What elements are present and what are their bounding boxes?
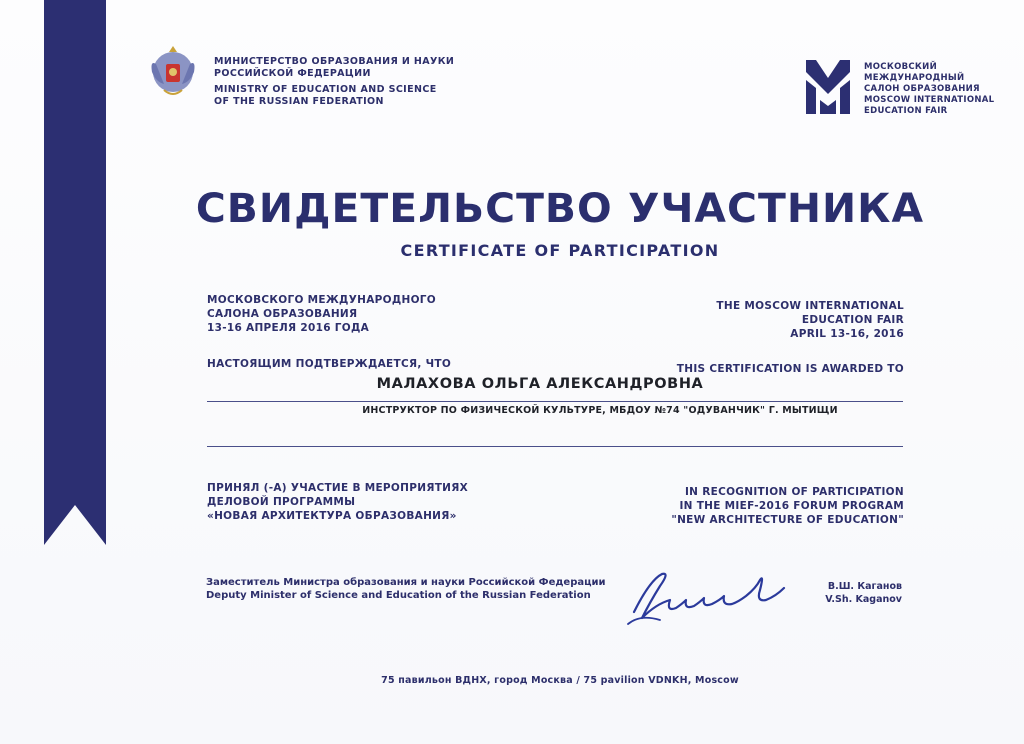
venue-address: 75 павильон ВДНХ, город Москва / 75 pavilion VDNKH, Moscow <box>381 675 739 686</box>
certificate-subtitle: CERTIFICATE OF PARTICIPATION <box>400 241 720 260</box>
event-en-line-3: APRIL 13-16, 2016 <box>790 328 904 340</box>
event-en <box>716 299 904 341</box>
ministry-name-ru-2: РОССИЙСКОЙ ФЕДЕРАЦИИ <box>214 68 371 79</box>
participation-ru-line-2: ДЕЛОВОЙ ПРОГРАММЫ <box>207 496 356 508</box>
event-ru <box>207 293 436 335</box>
event-en-line-2: EDUCATION FAIR <box>801 314 904 326</box>
fair-name-line-4: MOSCOW INTERNATIONAL <box>864 95 995 105</box>
event-ru-line-1: МОСКОВСКОГО МЕЖДУНАРОДНОГО <box>207 294 437 306</box>
participation-ru <box>207 481 468 523</box>
event-ru-line-2: САЛОНА ОБРАЗОВАНИЯ <box>207 308 358 320</box>
award-ru: НАСТОЯЩИМ ПОДТВЕРЖДАЕТСЯ, ЧТО <box>207 358 452 370</box>
participation-ru-line-3: «НОВАЯ АРХИТЕКТУРА ОБРАЗОВАНИЯ» <box>207 510 457 522</box>
signatory-name <box>825 580 902 606</box>
position-underline <box>207 446 903 447</box>
participation-en-line-1: IN RECOGNITION OF PARTICIPATION <box>684 486 904 498</box>
event-en-line-1: THE MOSCOW INTERNATIONAL <box>716 300 904 312</box>
fair-name-line-2: МЕЖДУНАРОДНЫЙ <box>864 73 965 83</box>
ministry-name-en-1: MINISTRY OF EDUCATION AND SCIENCE <box>214 84 437 95</box>
name-underline <box>207 401 903 402</box>
signatory-title-ru: Заместитель Министра образования и науки Российской Федерации <box>206 577 606 588</box>
participation-en-line-3: "NEW ARCHITECTURE OF EDUCATION" <box>671 514 904 526</box>
coat-of-arms-icon <box>148 42 198 98</box>
ribbon-bookmark <box>44 0 106 545</box>
event-ru-line-3: 13-16 АПРЕЛЯ 2016 ГОДА <box>207 322 370 334</box>
recipient-position: ИНСТРУКТОР ПО ФИЗИЧЕСКОЙ КУЛЬТУРЕ, МБДОУ №74 "ОДУВАНЧИК" Г. МЫТИЩИ <box>362 405 838 416</box>
participation-ru-line-1: ПРИНЯЛ (-А) УЧАСТИЕ В МЕРОПРИЯТИЯХ <box>207 482 469 494</box>
signatory-title <box>206 576 606 602</box>
recipient-name: МАЛАХОВА ОЛЬГА АЛЕКСАНДРОВНА <box>376 376 704 392</box>
fair-name-line-5: EDUCATION FAIR <box>864 106 948 116</box>
fair-logo-icon <box>806 60 850 114</box>
handwritten-signature <box>620 560 800 630</box>
certificate-title: СВИДЕТЕЛЬСТВО УЧАСТНИКА <box>195 186 925 232</box>
participation-en <box>671 485 904 527</box>
signatory-title-en: Deputy Minister of Science and Education of the Russian Federation <box>206 590 591 601</box>
ministry-name-en-2: OF THE RUSSIAN FEDERATION <box>214 96 384 107</box>
award-en: THIS CERTIFICATION IS AWARDED TO <box>676 363 904 375</box>
signatory-name-en: V.Sh. Kaganov <box>825 594 902 605</box>
fair-name-line-1: МОСКОВСКИЙ <box>864 62 937 72</box>
participation-en-line-2: IN THE MIEF-2016 FORUM PROGRAM <box>679 500 904 512</box>
fair-name-line-3: САЛОН ОБРАЗОВАНИЯ <box>864 84 980 94</box>
signatory-name-ru: В.Ш. Каганов <box>827 581 902 592</box>
ministry-name-ru-1: МИНИСТЕРСТВО ОБРАЗОВАНИЯ И НАУКИ <box>214 56 455 67</box>
